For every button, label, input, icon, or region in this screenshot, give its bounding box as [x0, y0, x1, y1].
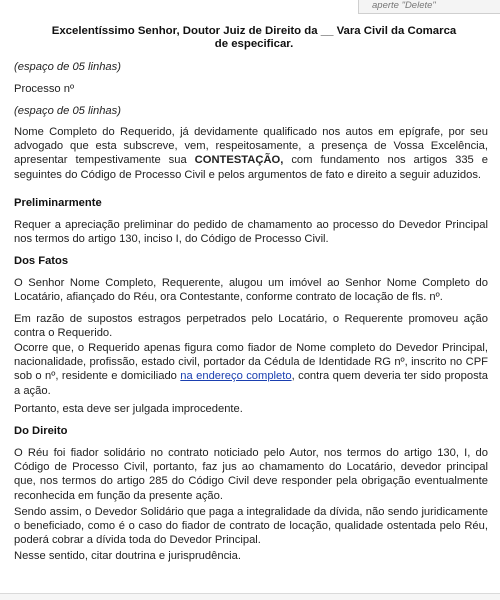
- hint-tooltip-text: aperte "Delete": [372, 0, 436, 11]
- facts-paragraph-4: Portanto, esta deve ser julgada improcedente.: [14, 403, 243, 415]
- contestacao-keyword: CONTESTAÇÃO,: [194, 154, 284, 167]
- heading-line-2: de especificar.: [214, 37, 294, 50]
- page-bottom-edge: [0, 593, 500, 600]
- document-heading: [24, 25, 484, 50]
- intro-text-before: Nome Completo do Requerido, já devidamente qualificado nos autos em epígrafe, por seu advogado que esta subscreve, vem, respeitosamente, a presença de Vossa Excelência, apresentar tempestivamente sua: [14, 126, 488, 167]
- intro-text-after: com fundamento nos artigos 335 e seguintes do Código de Processo Civil e pelos argumentos de fato e direito a seguir aduzidos.: [14, 154, 488, 181]
- heading-line-1: Excelentíssimo Senhor, Doutor Juiz de Direito da __ Vara Civil da Comarca: [51, 25, 457, 37]
- section-title-facts: Dos Fatos: [14, 255, 69, 267]
- facts-paragraph-1: O Senhor Nome Completo, Requerente, alugou um imóvel ao Senhor Nome Completo do Locatário, afiançado do Réu, ora Contestante, conforme contrato de locação de fls. nº.: [14, 277, 488, 304]
- preliminary-paragraph: Requer a apreciação preliminar do pedido de chamamento ao processo do Devedor Principal nos termos do artigo 130, inciso I, do Código de Processo Civil.: [14, 219, 488, 246]
- facts-p3-before: Ocorre que, o Requerido apenas figura como fiador de Nome completo do Devedor Principal, nacionalidade, profissão, estado civil, portador da Cédula de Identidade RG nº, inscrito no CPF sob o nº, residente e domiciliado: [14, 342, 488, 383]
- law-paragraph-3: Nesse sentido, citar doutrina e jurisprudência.: [14, 550, 241, 562]
- facts-p3-after: , contra quem deveria ter sido proposta a ação.: [14, 370, 488, 397]
- process-number: Processo nº: [14, 83, 75, 95]
- spacer-note-1: (espaço de 05 linhas): [14, 61, 121, 73]
- intro-paragraph: [14, 125, 488, 182]
- law-paragraph-2: Sendo assim, o Devedor Solidário que paga a integralidade da dívida, não sendo juridicamente o beneficiado, como é o caso do fiador de contrato de locação, qualidade ostentada pelo Réu, poderá cobrar a dívida toda do Devedor Principal.: [14, 506, 488, 547]
- hint-tooltip: [358, 0, 500, 14]
- section-title-law: Do Direito: [14, 425, 68, 437]
- section-title-preliminary: Preliminarmente: [14, 197, 102, 209]
- law-paragraph-1: O Réu foi fiador solidário no contrato noticiado pelo Autor, nos termos do artigo 130, I, do Código de Processo Civil, portanto, faz jus ao chamamento do Locatário, devedor principal que, nos termos do artigo 285 do Código Civil deve responder pela obrigação eventualmente reconhecida em função da presente ação.: [14, 447, 488, 502]
- facts-paragraph-2: Em razão de supostos estragos perpetrados pelo Locatário, o Requerente promoveu ação contra o Requerido.: [14, 313, 488, 340]
- spacer-note-2: (espaço de 05 linhas): [14, 105, 121, 117]
- facts-paragraph-3: [14, 341, 488, 398]
- address-link[interactable]: na endereço completo: [180, 370, 292, 383]
